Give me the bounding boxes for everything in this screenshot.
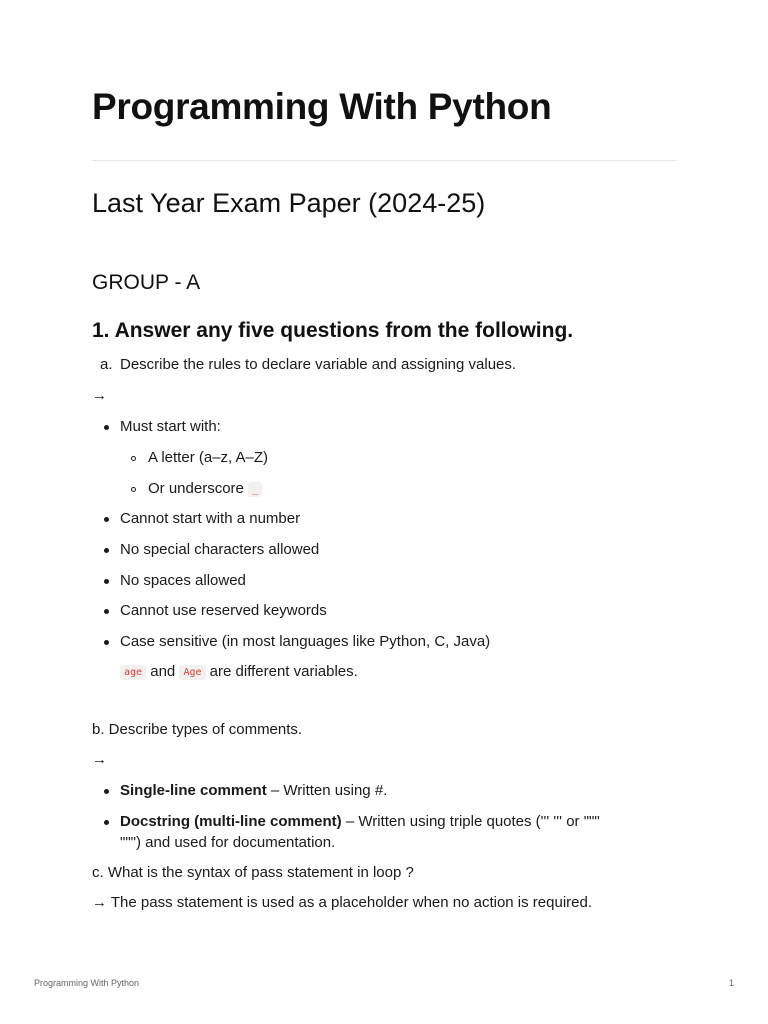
rule-sub-underscore bbox=[148, 479, 262, 500]
group-heading: GROUP - A bbox=[92, 271, 201, 294]
rule-sub-letter: A letter (a–z, A–Z) bbox=[148, 449, 269, 466]
docstring-label: Docstring (multi-line comment) bbox=[120, 813, 342, 830]
rule-start-with: Must start with: bbox=[120, 418, 221, 435]
rule-no-number: Cannot start with a number bbox=[120, 510, 301, 527]
bullet-dot bbox=[104, 548, 109, 553]
footer-title: Programming With Python bbox=[34, 978, 140, 988]
rule-no-special: No special characters allowed bbox=[120, 541, 320, 558]
example-tail: are different variables. bbox=[209, 663, 358, 680]
case-example bbox=[120, 662, 358, 683]
title-divider bbox=[92, 160, 677, 161]
rule-sub-underscore-text: Or underscore bbox=[148, 480, 244, 497]
bullet-dot bbox=[104, 517, 109, 522]
bullet-dot bbox=[104, 820, 109, 825]
page-title: Programming With Python bbox=[92, 86, 552, 127]
question-a-text: Describe the rules to declare variable and assigning values. bbox=[120, 356, 517, 373]
bullet-ring bbox=[131, 456, 136, 461]
page-number: 1 bbox=[728, 978, 734, 988]
bullet-dot bbox=[104, 640, 109, 645]
code-age: age bbox=[120, 665, 146, 680]
answer-c-text: → The pass statement is used as a placeholder when no action is required. bbox=[92, 894, 593, 911]
question-a-marker: a. bbox=[100, 356, 113, 373]
single-line-label: Single-line comment bbox=[120, 782, 267, 799]
bullet-dot bbox=[104, 609, 109, 614]
underscore-code: _ bbox=[248, 482, 262, 497]
code-Age: Age bbox=[179, 665, 205, 680]
example-and: and bbox=[150, 663, 176, 680]
bullet-dot bbox=[104, 579, 109, 584]
answer-a-arrow: → bbox=[92, 387, 107, 404]
exam-heading: Last Year Exam Paper (2024-25) bbox=[92, 188, 486, 218]
rule-case-sensitive: Case sensitive (in most languages like Python, C, Java) bbox=[120, 633, 491, 650]
docstring-comment bbox=[120, 812, 600, 832]
question-heading: 1. Answer any five questions from the following. bbox=[92, 319, 574, 342]
question-c-text: c. What is the syntax of pass statement in loop ? bbox=[92, 864, 414, 881]
question-b-text: b. Describe types of comments. bbox=[92, 721, 303, 738]
rule-no-keywords: Cannot use reserved keywords bbox=[120, 602, 327, 619]
bullet-dot bbox=[104, 425, 109, 430]
rule-no-spaces: No spaces allowed bbox=[120, 572, 246, 589]
bullet-dot bbox=[104, 789, 109, 794]
bullet-ring bbox=[131, 487, 136, 492]
docstring-desc-1: – Written using triple quotes (''' ''' or """ bbox=[345, 813, 600, 830]
docstring-desc-2: """) and used for documentation. bbox=[120, 834, 336, 851]
answer-b-arrow: → bbox=[92, 751, 107, 768]
single-line-comment bbox=[120, 781, 387, 801]
single-line-desc: – Written using #. bbox=[270, 782, 388, 799]
